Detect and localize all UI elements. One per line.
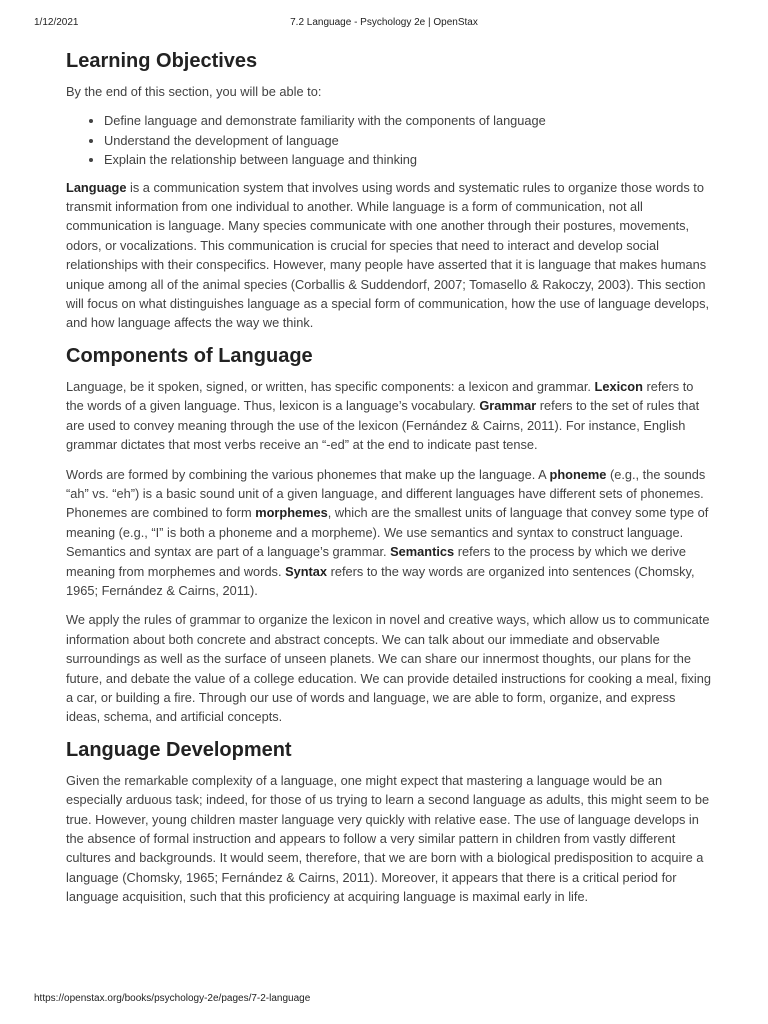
learning-objectives-intro: By the end of this section, you will be able to: — [66, 84, 322, 99]
components-paragraph-3: We apply the rules of grammar to organize the lexicon in novel and creative ways, which allow us to communicate information about both concrete and abstract concepts. We can talk about our immediate and observable surroundings as well as the surface of unseen planets. We can share our innermost thoughts, our plans for the future, and debate the value of a college education. We can provide detailed instructions for cooking a meal, fixing a car, or building a fire. Through our use of words and language, we are able to form, organize, and express ideas, schema, and artificial concepts. — [66, 612, 711, 725]
objective-item: • Explain the relationship between language and thinking — [104, 150, 712, 169]
development-heading: Language Development — [66, 738, 292, 761]
objective-item: • Define language and demonstrate familiarity with the components of language — [104, 111, 712, 130]
components-paragraph-2: Words are formed by combining the various phonemes that make up the language. A phoneme (e.g., the sounds “ah” vs. “eh”) is a basic sound unit of a given language, and different languages have different sets of phonemes. Phonemes are combined to form morphemes, which are the smallest units of language that convey some type of meaning (e.g., “I” is both a phoneme and a morpheme). We use semantics and syntax to construct language. Semantics and syntax are part of a language’s grammar. Semantics refers to the process by which we derive meaning from morphemes and words. Syntax refers to the way words are organized into sentences (Chomsky, 1965; Fernández & Cairns, 2011). — [66, 466, 709, 598]
term-syntax: Syntax — [285, 563, 328, 579]
term-grammar: Grammar — [479, 398, 537, 414]
term-morphemes: morphemes — [255, 505, 328, 521]
term-phoneme: phoneme — [549, 466, 607, 482]
print-date: 1/12/2021 — [34, 17, 79, 28]
learning-objectives-section — [66, 48, 712, 333]
term-lexicon: Lexicon — [594, 378, 643, 394]
development-section — [66, 737, 712, 907]
objective-item: • Understand the development of language — [104, 131, 712, 150]
term-language: Language — [66, 179, 127, 195]
components-paragraph-1: Language, be it spoken, signed, or written, has specific components: a lexicon and grammar. Lexicon refers to the words of a given language. Thus, lexicon is a language’s vocabulary. Grammar refers to the set of rules that are used to convey meaning through the use of the lexicon (Fernández & Cairns, 2011). For instance, English grammar dictates that most verbs receive an “-ed” at the end to indicate past tense. — [66, 378, 700, 453]
components-section — [66, 343, 712, 727]
intro-paragraph: Language is a communication system that involves using words and systematic rules to organize those words to transmit information from one individual to another. While language is a form of communication, not all communication is language. Many species communicate with one another through their postures, movements, odors, or vocalizations. This communication is crucial for species that need to interact and develop social relationships with their conspecifics. However, many people have asserted that it is language that makes humans unique among all of the animal species (Corballis & Suddendorf, 2007; Tomasello & Rakoczy, 2003). This section will focus on what distinguishes language as a special form of communication, how the use of language develops, and how language affects the way we think. — [66, 179, 710, 331]
term-semantics: Semantics — [390, 544, 455, 560]
print-footer-url: https://openstax.org/books/psychology-2e/pages/7-2-language — [34, 993, 311, 1004]
article-content — [66, 48, 712, 917]
print-page-title: 7.2 Language - Psychology 2e | OpenStax — [290, 17, 478, 28]
components-heading: Components of Language — [66, 344, 313, 367]
development-paragraph-1: Given the remarkable complexity of a language, one might expect that mastering a language would be an especially arduous task; indeed, for those of us trying to learn a second language as adults, this might seem to be true. However, young children master language very quickly with relative ease. The use of language develops in the absence of formal instruction and appears to follow a very similar pattern in children from vastly different cultures and backgrounds. It would seem, therefore, that we are born with a biological predisposition to acquire a language (Chomsky, 1965; Fernández & Cairns, 2011). Moreover, it appears that there is a critical period for language acquisition, such that this proficiency at acquiring language is maximal early in life. — [66, 772, 710, 905]
learning-objectives-heading: Learning Objectives — [66, 50, 258, 72]
print-header — [34, 17, 734, 31]
learning-objectives-list — [66, 111, 712, 169]
